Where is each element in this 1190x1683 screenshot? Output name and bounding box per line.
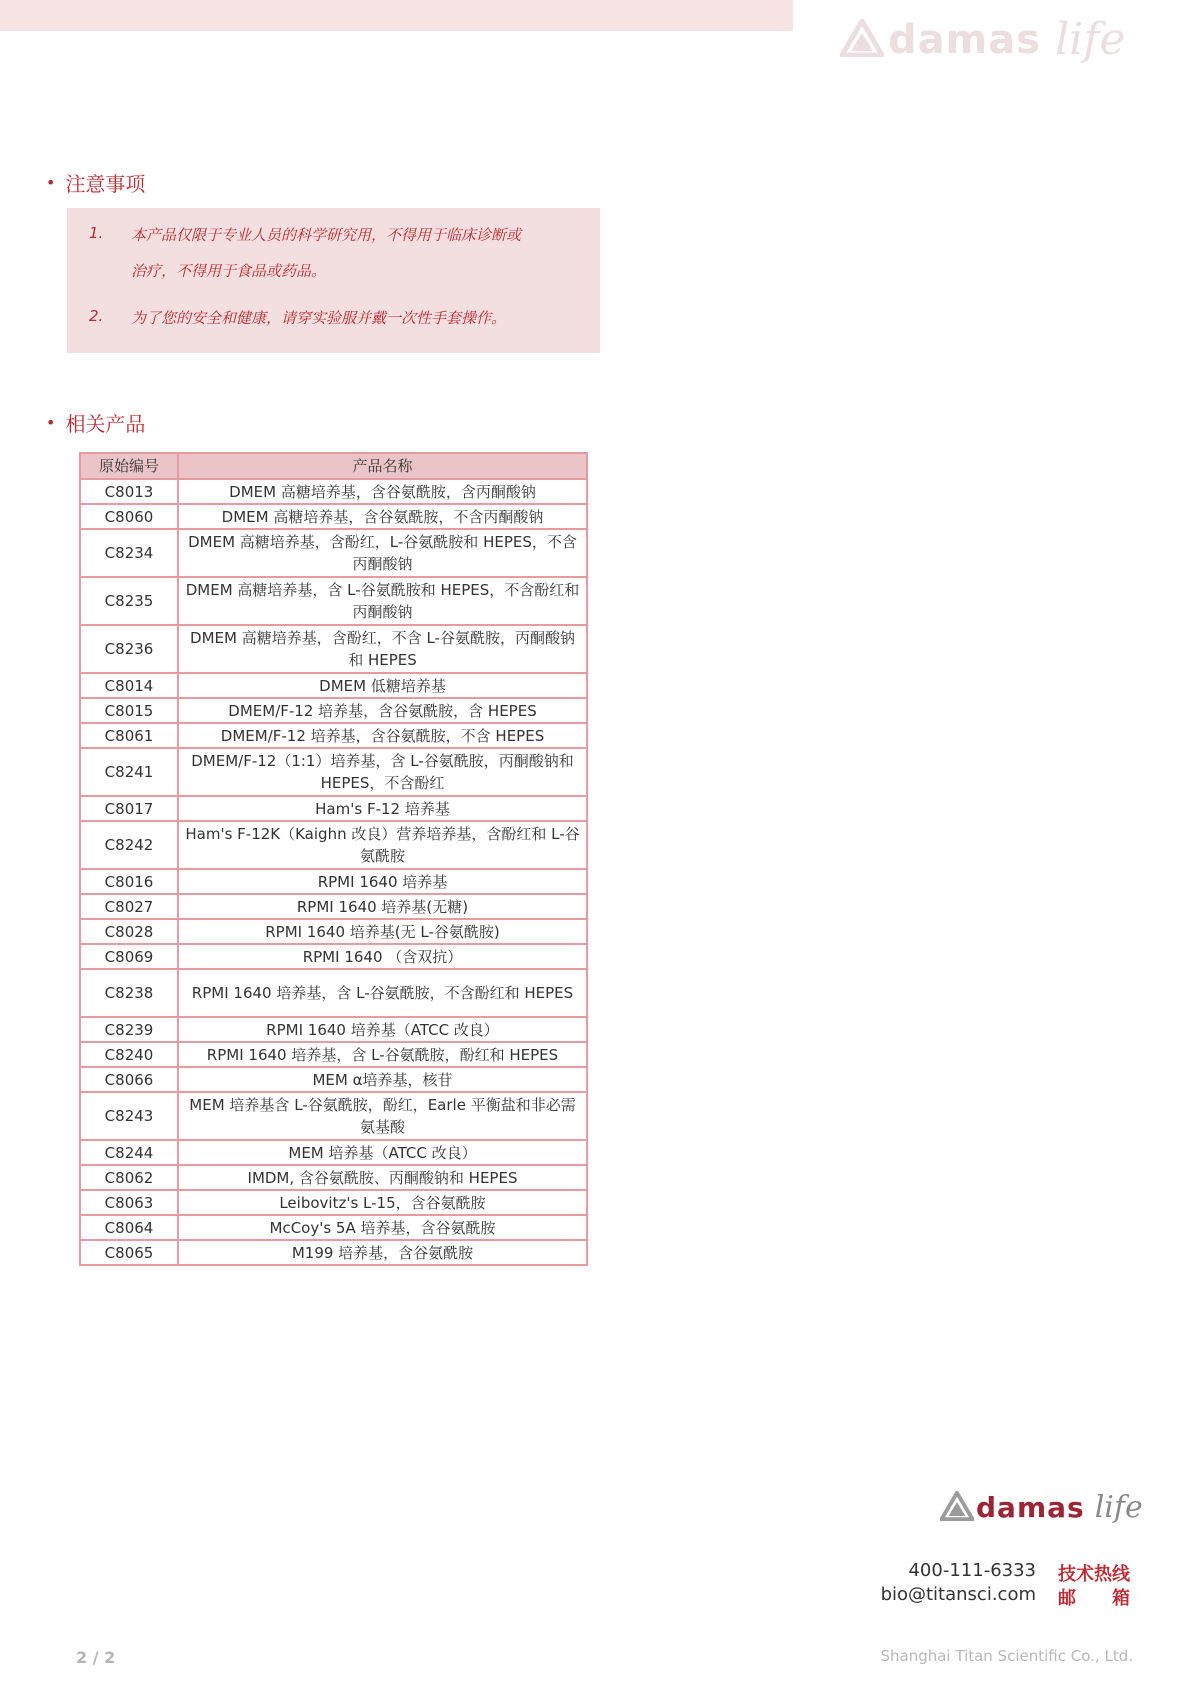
product-name: IMDM, 含谷氨酰胺、丙酮酸钠和 HEPES	[178, 1165, 587, 1190]
product-name: DMEM 高糖培养基，含酚红，L-谷氨酰胺和 HEPES，不含丙酮酸钠	[178, 529, 587, 577]
product-code: C8235	[80, 577, 178, 625]
table-row	[80, 504, 587, 529]
product-code: C8065	[80, 1240, 178, 1265]
product-code: C8013	[80, 479, 178, 504]
note-number: 1.	[89, 224, 104, 242]
product-name: RPMI 1640 （含双抗）	[178, 944, 587, 969]
product-code: C8244	[80, 1140, 178, 1165]
product-name: DMEM/F-12 培养基，含谷氨酰胺，不含 HEPES	[178, 723, 587, 748]
table-row	[80, 625, 587, 673]
table-row	[80, 1140, 587, 1165]
notes-box	[67, 208, 600, 353]
product-name: DMEM 高糖培养基，含 L-谷氨酰胺和 HEPES，不含酚红和丙酮酸钠	[178, 577, 587, 625]
table-row	[80, 748, 587, 796]
table-row	[80, 698, 587, 723]
table-row	[80, 1067, 587, 1092]
note-line: 本产品仅限于专业人员的科学研究用，不得用于临床诊断或	[131, 226, 522, 244]
table-row	[80, 723, 587, 748]
table-header-row	[80, 453, 587, 479]
table-row	[80, 1092, 587, 1140]
product-code: C8062	[80, 1165, 178, 1190]
product-name: DMEM/F-12（1:1）培养基，含 L-谷氨酰胺，丙酮酸钠和 HEPES，不含酚红	[178, 748, 587, 796]
product-name: RPMI 1640 培养基，含 L-谷氨酰胺，不含酚红和 HEPES	[178, 969, 587, 1017]
product-code: C8241	[80, 748, 178, 796]
logo-word: damas	[976, 1491, 1085, 1524]
product-name: MEM 培养基含 L-谷氨酰胺，酚红，Earle 平衡盐和非必需氨基酸	[178, 1092, 587, 1140]
product-name: RPMI 1640 培养基，含 L-谷氨酰胺，酚红和 HEPES	[178, 1042, 587, 1067]
header-band	[0, 0, 793, 31]
table-row	[80, 944, 587, 969]
logo-script: life	[1094, 1490, 1143, 1525]
column-header-code: 原始编号	[80, 453, 178, 479]
product-name: DMEM 高糖培养基，含谷氨酰胺，不含丙酮酸钠	[178, 504, 587, 529]
product-code: C8064	[80, 1215, 178, 1240]
logo-script: life	[1055, 14, 1126, 65]
product-name: MEM α培养基，核苷	[178, 1067, 587, 1092]
brand-logo-footer	[940, 1490, 1143, 1525]
company-name: Shanghai Titan Scientific Co., Ltd.	[880, 1647, 1133, 1665]
product-name: DMEM/F-12 培养基，含谷氨酰胺，含 HEPES	[178, 698, 587, 723]
table-row	[80, 796, 587, 821]
product-code: C8236	[80, 625, 178, 673]
product-name: RPMI 1640 培养基	[178, 869, 587, 894]
table-row	[80, 1240, 587, 1265]
related-title: 相关产品	[65, 412, 146, 436]
table-row	[80, 821, 587, 869]
related-products-table	[79, 452, 588, 1266]
contact-email	[881, 1584, 1130, 1610]
table-row	[80, 919, 587, 944]
table-row	[80, 1042, 587, 1067]
note-item-continued	[131, 260, 326, 281]
product-name: Ham's F-12 培养基	[178, 796, 587, 821]
brand-logo-header	[840, 14, 1126, 65]
product-code: C8017	[80, 796, 178, 821]
phone-number: 400-111-6333	[908, 1560, 1036, 1581]
product-name: Leibovitz's L-15，含谷氨酰胺	[178, 1190, 587, 1215]
product-code: C8238	[80, 969, 178, 1017]
product-code: C8060	[80, 504, 178, 529]
email-address: bio@titansci.com	[880, 1584, 1036, 1605]
related-heading	[46, 408, 145, 437]
table-row	[80, 1165, 587, 1190]
product-code: C8243	[80, 1092, 178, 1140]
table-row	[80, 1017, 587, 1042]
page-number: 2 / 2	[76, 1648, 116, 1667]
table-row	[80, 869, 587, 894]
product-code: C8015	[80, 698, 178, 723]
triangle-logo-icon	[840, 19, 884, 61]
table-row	[80, 969, 587, 1017]
product-code: C8028	[80, 919, 178, 944]
phone-label: 技术热线	[1058, 1564, 1130, 1585]
product-code: C8234	[80, 529, 178, 577]
product-name: Ham's F-12K（Kaighn 改良）营养培养基，含酚红和 L-谷氨酰胺	[178, 821, 587, 869]
table-row	[80, 894, 587, 919]
product-name: DMEM 高糖培养基，含酚红，不含 L-谷氨酰胺，丙酮酸钠和 HEPES	[178, 625, 587, 673]
product-code: C8239	[80, 1017, 178, 1042]
note-line: 治疗，不得用于食品或药品。	[131, 262, 327, 280]
table-row	[80, 529, 587, 577]
table-row	[80, 673, 587, 698]
bullet-icon: •	[46, 173, 56, 192]
product-code: C8061	[80, 723, 178, 748]
notes-heading	[46, 168, 145, 197]
column-header-name: 产品名称	[178, 453, 587, 479]
product-code: C8069	[80, 944, 178, 969]
logo-word: damas	[888, 16, 1042, 63]
triangle-logo-icon	[940, 1491, 974, 1525]
product-name: MEM 培养基（ATCC 改良）	[178, 1140, 587, 1165]
product-name: McCoy's 5A 培养基，含谷氨酰胺	[178, 1215, 587, 1240]
product-code: C8066	[80, 1067, 178, 1092]
product-code: C8016	[80, 869, 178, 894]
product-name: RPMI 1640 培养基（ATCC 改良）	[178, 1017, 587, 1042]
product-name: RPMI 1640 培养基(无糖)	[178, 894, 587, 919]
product-code: C8242	[80, 821, 178, 869]
bullet-icon: •	[46, 413, 56, 432]
notes-title: 注意事项	[65, 172, 146, 196]
table-row	[80, 577, 587, 625]
product-name: DMEM 高糖培养基，含谷氨酰胺，含丙酮酸钠	[178, 479, 587, 504]
table-row	[80, 1190, 587, 1215]
product-code: C8027	[80, 894, 178, 919]
table-row	[80, 479, 587, 504]
email-label: 邮箱	[1058, 1588, 1130, 1609]
product-code: C8240	[80, 1042, 178, 1067]
note-line: 为了您的安全和健康，请穿实验服并戴一次性手套操作。	[131, 309, 507, 327]
note-item	[89, 307, 589, 328]
table-row	[80, 1215, 587, 1240]
note-number: 2.	[89, 307, 104, 325]
product-name: DMEM 低糖培养基	[178, 673, 587, 698]
product-name: M199 培养基，含谷氨酰胺	[178, 1240, 587, 1265]
product-code: C8014	[80, 673, 178, 698]
contact-phone	[908, 1560, 1130, 1586]
note-item	[89, 224, 589, 245]
product-code: C8063	[80, 1190, 178, 1215]
product-name: RPMI 1640 培养基(无 L-谷氨酰胺)	[178, 919, 587, 944]
